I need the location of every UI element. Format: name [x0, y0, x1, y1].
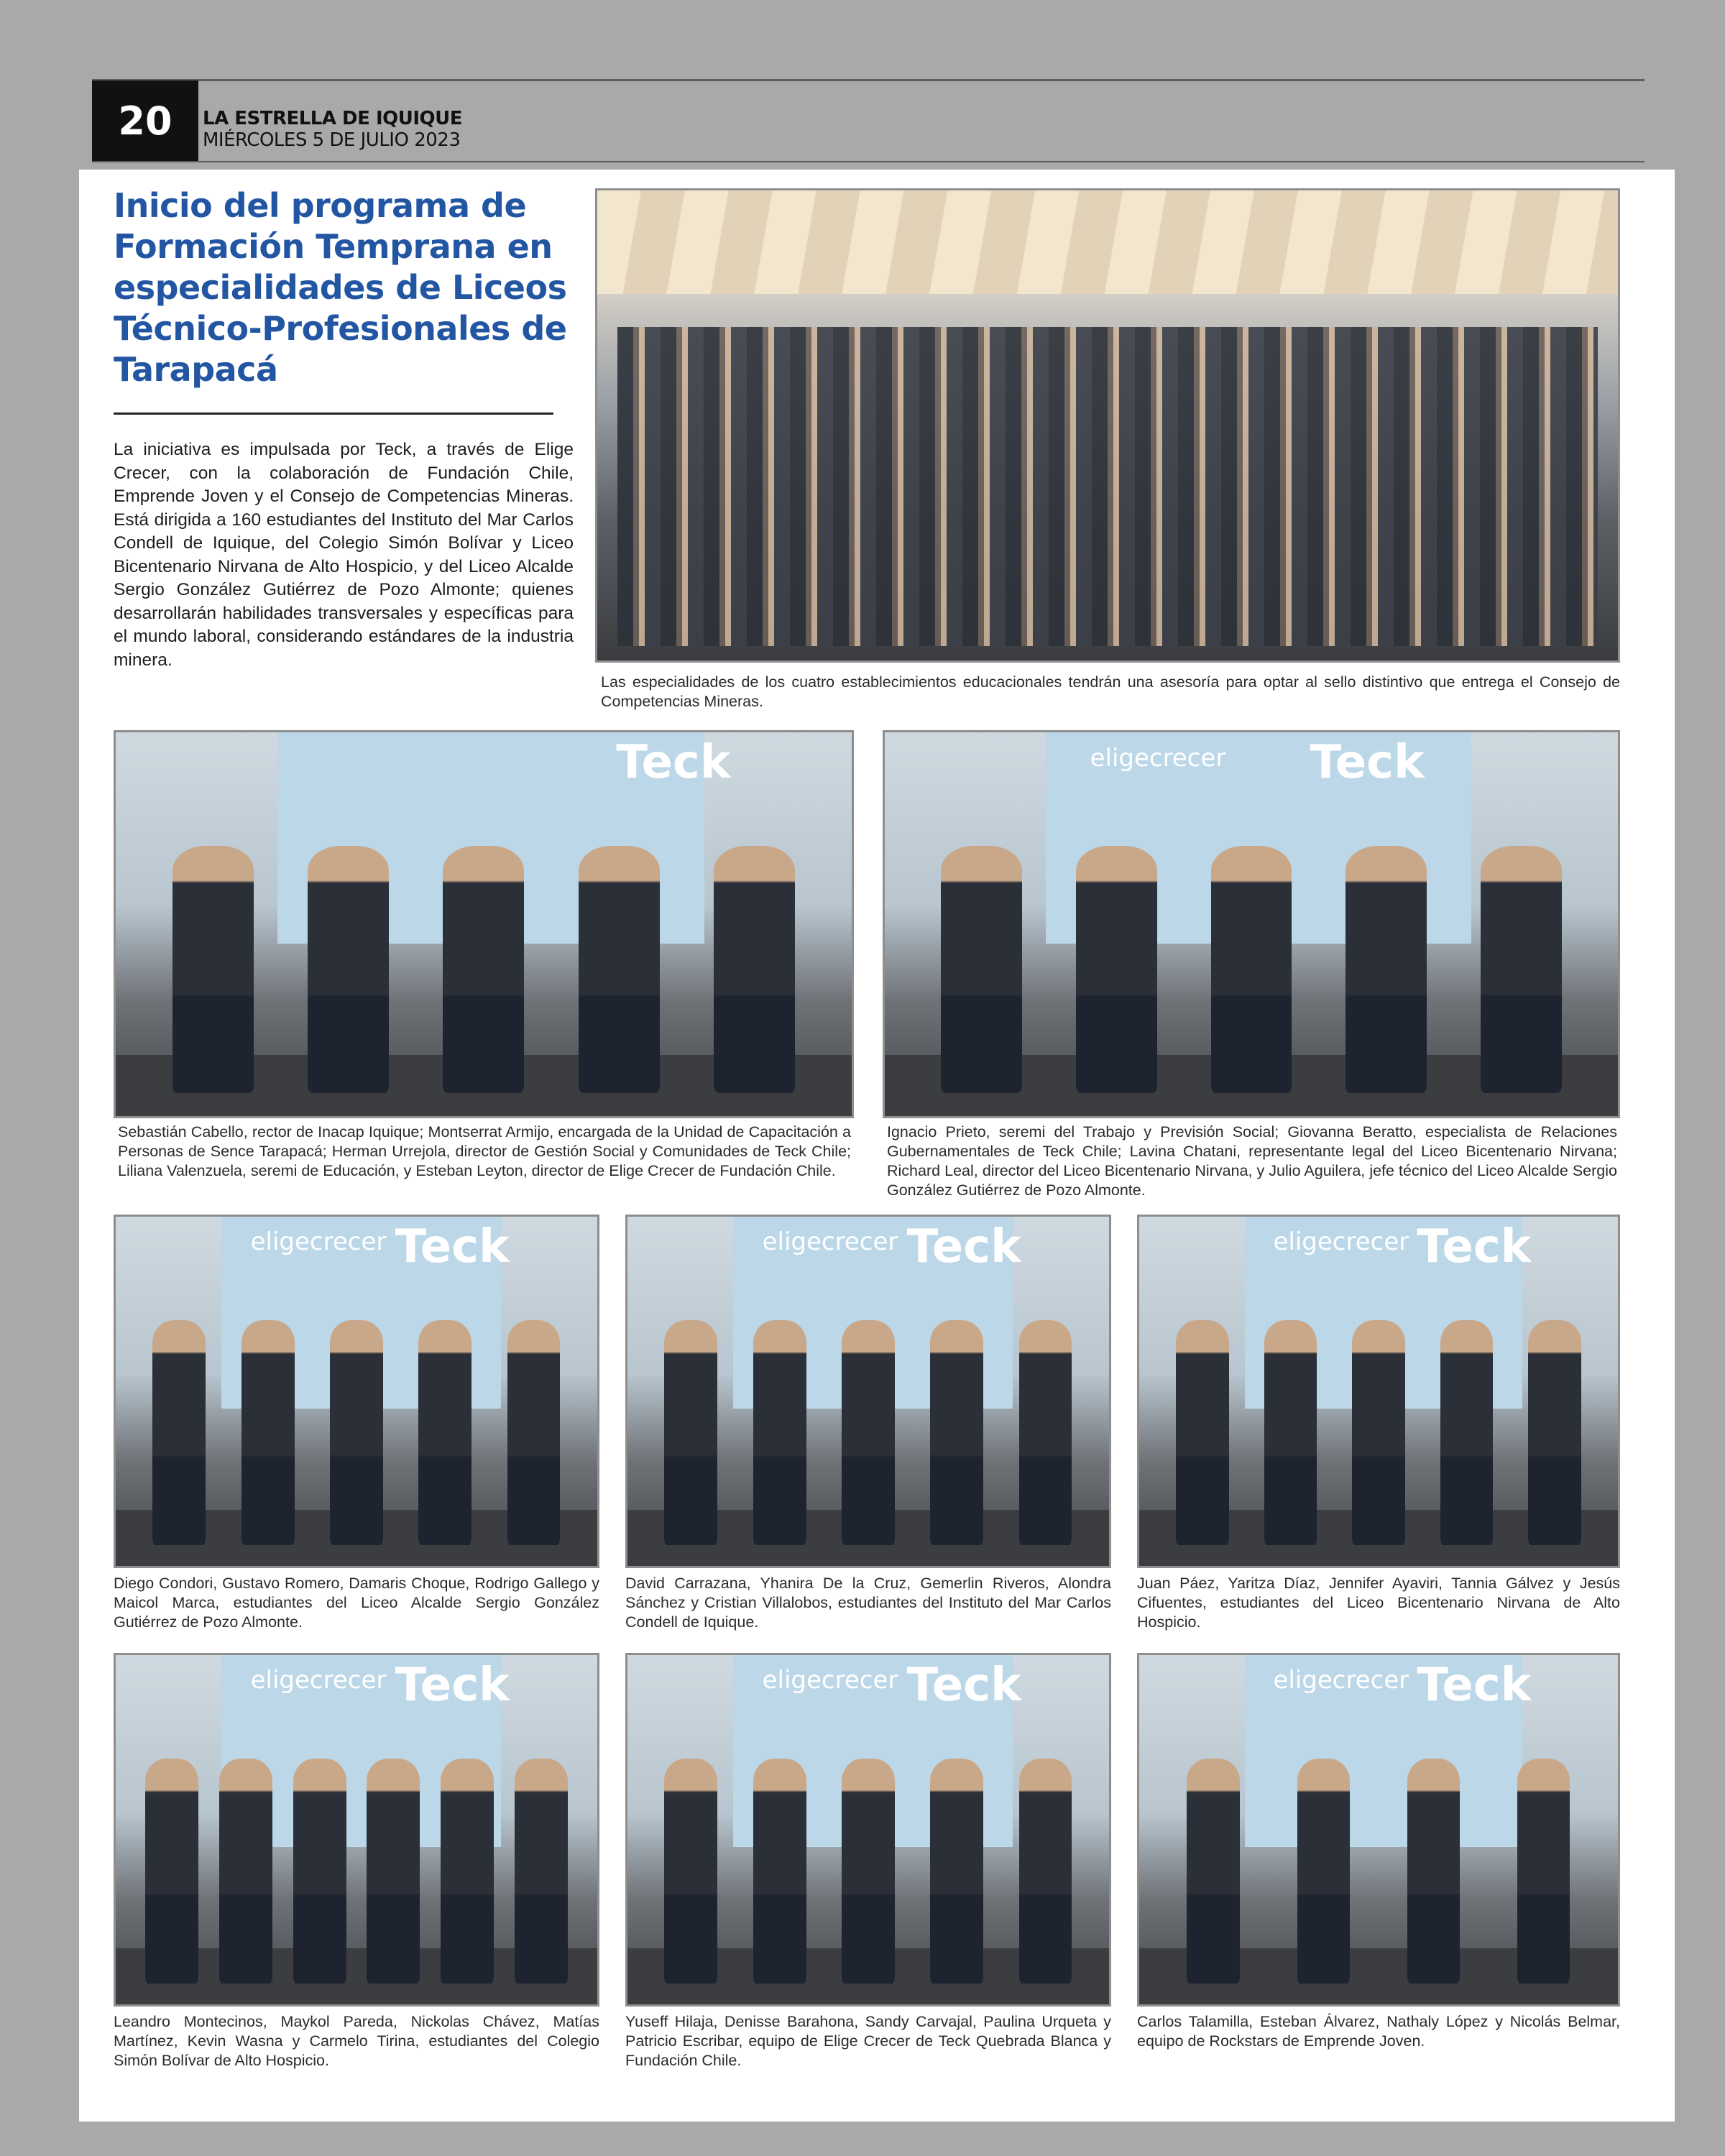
group: [145, 824, 822, 1093]
person-figure: [1481, 846, 1562, 1093]
person-figure: [145, 1759, 198, 1984]
brand-teck: Teck: [906, 1658, 1021, 1712]
caption-students-nirvana: Juan Páez, Yaritza Díaz, Jennifer Ayaviri, Tannia Gálvez y Jesús Cifuentes, estudiantes del Liceo Bicentenario Nirvana de Alto Hospicio.: [1137, 1575, 1620, 1631]
brand-teck: Teck: [1417, 1658, 1532, 1712]
issue-date: MIÉRCOLES 5 DE JULIO 2023: [203, 129, 461, 151]
brand-teck: Teck: [395, 1220, 510, 1273]
person-figure: [714, 846, 795, 1093]
crowd: [617, 327, 1597, 647]
brand-eligecrecer: eligecrecer: [762, 1227, 898, 1256]
brand-teck: Teck: [906, 1220, 1021, 1273]
person-figure: [152, 1320, 206, 1545]
person-figure: [1019, 1320, 1072, 1545]
brand-eligecrecer: eligecrecer: [250, 1665, 387, 1695]
newspaper-page: [79, 79, 1675, 2122]
person-figure: [1187, 1759, 1240, 1984]
brand-eligecrecer: eligecrecer: [1273, 1227, 1409, 1256]
person-figure: [1297, 1759, 1351, 1984]
brand-eligecrecer: eligecrecer: [1090, 744, 1226, 773]
photo-students-pozo-almonte: [114, 1215, 599, 1568]
person-figure: [1211, 846, 1292, 1093]
person-figure: [842, 1320, 895, 1545]
person-figure: [367, 1759, 420, 1984]
photo-students-nirvana: [1137, 1215, 1620, 1568]
person-figure: [293, 1759, 346, 1984]
person-figure: [443, 846, 524, 1093]
brand-eligecrecer: eligecrecer: [250, 1227, 387, 1256]
photo-officials-1: [114, 730, 854, 1118]
article-lead: La iniciativa es impulsada por Teck, a través de Elige Crecer, con la colaboración de Fundación Chile, Emprende Joven y el Consejo de Competencias Mineras. Está dirigida a 160 estudiantes del Instituto del Mar Carlos Condell de Iquique, del Colegio Simón Bolívar y Liceo Bicentenario Nirvana de Alto Hospicio, y del Liceo Alcalde Sergio González Gutiérrez de Pozo Almonte; quienes desarrollarán habilidades transversales y específicas para el mundo laboral, considerando estándares de la industria minera.: [114, 440, 574, 670]
person-figure: [1076, 846, 1157, 1093]
person-figure: [753, 1320, 806, 1545]
person-figure: [507, 1320, 561, 1545]
person-figure: [172, 846, 254, 1093]
person-figure: [1019, 1759, 1072, 1984]
brand-teck: Teck: [395, 1658, 510, 1712]
person-figure: [930, 1759, 983, 1984]
photo-students-instituto-mar: [625, 1215, 1111, 1568]
person-figure: [418, 1320, 472, 1545]
person-figure: [1517, 1759, 1570, 1984]
person-figure: [1440, 1320, 1494, 1545]
brand-teck: Teck: [1417, 1220, 1532, 1273]
hero-photo: [595, 188, 1620, 663]
photo-team-emprende-joven: [1137, 1653, 1620, 2007]
article-title: Inicio del programa de Formación Temprana en especialidades de Liceos Técnico-Profesionales de Tarapacá: [114, 186, 567, 389]
photo-team-elige-crecer: [625, 1653, 1111, 2007]
photo-officials-2: [883, 730, 1620, 1118]
newspaper-name: LA ESTRELLA DE IQUIQUE: [203, 108, 462, 129]
person-figure: [1176, 1320, 1229, 1545]
person-figure: [1407, 1759, 1460, 1984]
hero-caption: Las especialidades de los cuatro establecimientos educacionales tendrán una asesoría para optar al sello distintivo que entrega el Consejo de Competencias Mineras.: [601, 673, 1620, 710]
person-figure: [219, 1759, 272, 1984]
brand-teck: Teck: [1310, 736, 1425, 790]
header-band: [79, 79, 1675, 170]
person-figure: [1352, 1320, 1405, 1545]
group: [1159, 1301, 1599, 1545]
person-figure: [930, 1320, 983, 1545]
person-figure: [941, 846, 1022, 1093]
group: [1159, 1739, 1599, 1984]
person-figure: [842, 1759, 895, 1984]
header-bottom-rule: [92, 161, 1644, 162]
person-figure: [515, 1759, 568, 1984]
caption-team-elige-crecer: Yuseff Hilaja, Denisse Barahona, Sandy Carvajal, Paulina Urqueta y Patricio Escribar, equipo de Elige Crecer de Teck Quebrada Blanca y Fundación Chile.: [625, 2013, 1111, 2069]
brand-teck: Teck: [616, 736, 731, 790]
group: [914, 824, 1588, 1093]
page-number: 20: [92, 80, 198, 161]
group: [135, 1301, 578, 1545]
person-figure: [242, 1320, 295, 1545]
person-figure: [579, 846, 660, 1093]
group: [647, 1301, 1090, 1545]
caption-students-simon-bolivar: Leandro Montecinos, Maykol Pareda, Nickolas Chávez, Matías Martínez, Kevin Wasna y Carmelo Tirina, estudiantes del Colegio Simón Bolívar de Alto Hospicio.: [114, 2013, 599, 2069]
caption-students-pozo-almonte: Diego Condori, Gustavo Romero, Damaris Choque, Rodrigo Gallego y Maicol Marca, estudiantes del Liceo Alcalde Sergio González Gutiérrez de Pozo Almonte.: [114, 1575, 599, 1631]
caption-officials-2: Ignacio Prieto, seremi del Trabajo y Previsión Social; Giovanna Beratto, especialista de Relaciones Gubernamentales de Teck Chile; Lavina Chatani, representante legal del Liceo Bicentenario Nirvana; Richard Leal, director del Liceo Bicentenario Nirvana, y Julio Aguilera, jefe técnico del Liceo Alcalde Sergio González Gutiérrez de Pozo Almonte.: [887, 1123, 1617, 1199]
person-figure: [1264, 1320, 1317, 1545]
header-top-rule: [92, 79, 1644, 81]
person-figure: [664, 1759, 717, 1984]
person-figure: [1346, 846, 1427, 1093]
person-figure: [308, 846, 389, 1093]
person-figure: [330, 1320, 383, 1545]
person-figure: [1528, 1320, 1581, 1545]
person-figure: [441, 1759, 494, 1984]
photo-students-simon-bolivar: [114, 1653, 599, 2007]
caption-students-instituto-mar: David Carrazana, Yhanira De la Cruz, Gemerlin Riveros, Alondra Sánchez y Cristian Villalobos, estudiantes del Instituto del Mar Carlos Condell de Iquique.: [625, 1575, 1111, 1631]
group: [135, 1739, 578, 1984]
person-figure: [753, 1759, 806, 1984]
title-divider: [114, 413, 553, 415]
brand-eligecrecer: eligecrecer: [762, 1665, 898, 1695]
caption-officials-1: Sebastián Cabello, rector de Inacap Iquique; Montserrat Armijo, encargada de la Unidad de Capacitación a Personas de Sence Tarapacá; Herman Urrejola, director de Gestión Social y Comunidades de Teck Chile; Liliana Valenzuela, seremi de Educación, y Esteban Leyton, director de Elige Crecer de Fundación Chile.: [118, 1123, 851, 1179]
caption-team-emprende-joven: Carlos Talamilla, Esteban Álvarez, Nathaly López y Nicolás Belmar, equipo de Rockstars de Emprende Joven.: [1137, 2013, 1620, 2050]
ceiling-drapes: [597, 190, 1618, 294]
person-figure: [664, 1320, 717, 1545]
brand-eligecrecer: eligecrecer: [1273, 1665, 1409, 1695]
group: [647, 1739, 1090, 1984]
